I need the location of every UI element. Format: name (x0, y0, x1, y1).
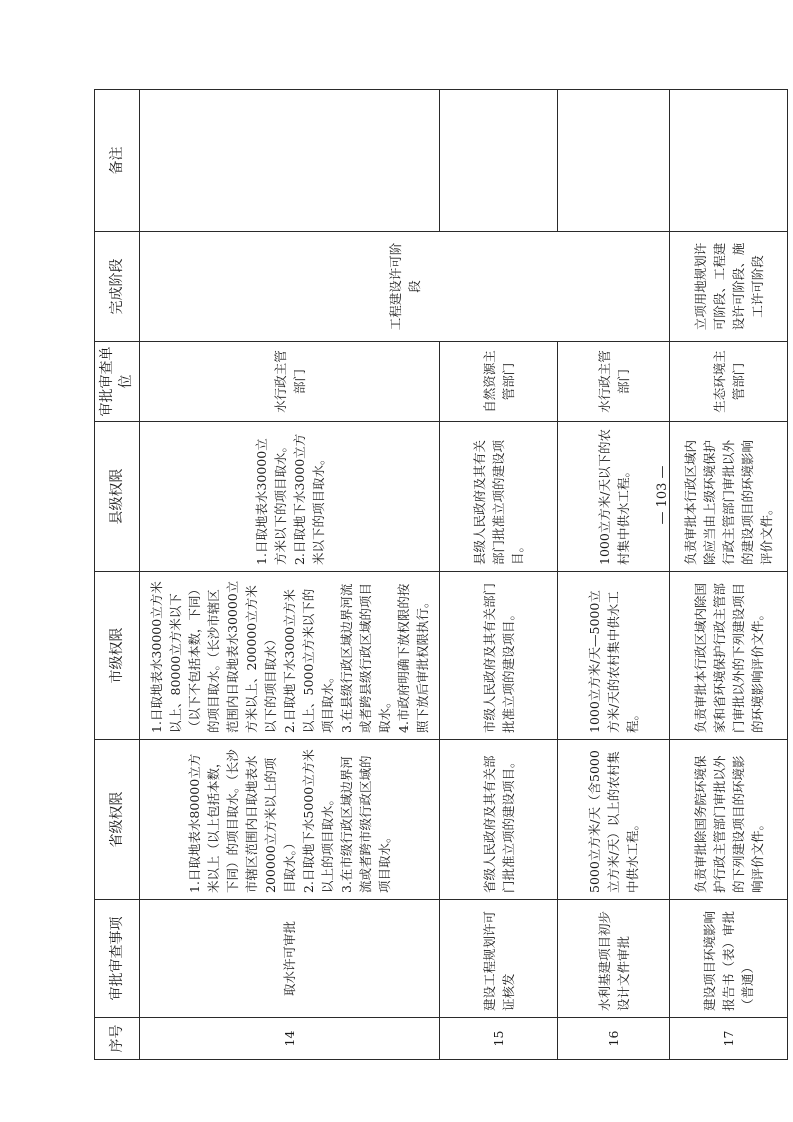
cell-line: 5000立方米/天（含5000立方米/天）以上的农村集中供水工程。 (587, 750, 640, 893)
cell-province (140, 740, 440, 900)
cell-line: 1000立方米/天以下的农村集中供水工程。 (596, 428, 631, 565)
cell-county (670, 422, 788, 572)
cell-stage: 工程建设许可阶段 (140, 232, 670, 342)
cell-line: 3.在县级行政区域边界河流或者跨县级行政区域的项目取水。 (339, 582, 392, 733)
cell-note (440, 90, 558, 232)
cell-stage: 立项用地规划许可阶段、工程建设许可阶段、施工许可阶段 (670, 232, 788, 342)
header-stage: 完成阶段 (95, 232, 140, 342)
cell-province (440, 740, 558, 900)
cell-line: 负责审批本行政区域内除国家和省环境保护行政主管部门审批以外的下列建设项目的环境影响评价文件。 (692, 582, 765, 733)
cell-item: 取水许可审批 (140, 900, 440, 1018)
cell-item: 水利基建项目初步设计文件审批 (558, 900, 670, 1018)
cell-province (558, 740, 670, 900)
cell-county (440, 422, 558, 572)
cell-city (670, 572, 788, 740)
cell-seq: 14 (140, 1018, 440, 1060)
cell-line: 1.日取地表水30000立方米以下的项目取水。 (253, 438, 288, 565)
header-item: 审批审查事项 (95, 900, 140, 1018)
cell-item: 建设工程规划许可证核发 (440, 900, 558, 1018)
cell-city (140, 572, 440, 740)
header-province: 省级权限 (95, 740, 140, 900)
cell-unit: 自然资源主管部门 (440, 342, 558, 422)
cell-unit: 水行政主管部门 (140, 342, 440, 422)
cell-county (140, 422, 440, 572)
approval-table (94, 89, 788, 1060)
cell-note (558, 90, 670, 232)
cell-item: 建设项目环境影响报告书（表）审批（普通） (670, 900, 788, 1018)
cell-seq: 17 (670, 1018, 788, 1060)
header-seq: 序号 (95, 1018, 140, 1060)
header-note: 备注 (95, 90, 140, 232)
rotated-table-wrapper (94, 90, 782, 1060)
cell-line: 负责审批除国务院环境保护行政主管部门审批以外的下列建设项目的环境影响评价文件。 (692, 755, 765, 893)
cell-seq: 15 (440, 1018, 558, 1060)
cell-province (670, 740, 788, 900)
cell-line: 2.日取地下水5000立方米以上的项目取水。 (301, 749, 335, 893)
cell-line: 省级人民政府及其有关部门批准立项的建设项目。 (481, 755, 516, 893)
cell-line: 县级人民政府及其有关部门批准立项的建设项目。 (472, 439, 525, 565)
cell-county (558, 422, 670, 572)
table-row (140, 90, 440, 1060)
cell-line: 负责审批本行政区域内除应当由上级环境保护行政主管部门审批以外的建设项目的环境影响评价文件。 (683, 439, 774, 565)
cell-city (440, 572, 558, 740)
cell-note (140, 90, 440, 232)
header-unit: 审批审查单位 (95, 342, 140, 422)
cell-line: 1.日取地表水80000立方米以上（以上包括本数，下同）的项目取水。（长沙市辖区范围内日取地表水200000立方米以上的项目取水。） (187, 749, 297, 893)
page-number: — 103 — (655, 465, 670, 525)
header-row (95, 90, 140, 1060)
cell-note (670, 90, 788, 232)
cell-line: 2.日取地下水3000立方米以下的项目取水。 (291, 433, 326, 565)
header-city: 市级权限 (95, 572, 140, 740)
cell-city (558, 572, 670, 740)
table-row (670, 90, 788, 1060)
cell-line: 1.日取地表水30000立方米以上、80000立方米以下（以下不包括本数，下同）的项目取水。（长沙市辖区范围内日取地表水30000立方米以上、200000立方米以下的项目取水） (149, 580, 278, 733)
cell-unit: 水行政主管部门 (558, 342, 670, 422)
cell-line: 3.在市级行政区域边界河流或者跨市级行政区域的项目取水。 (339, 755, 392, 893)
cell-line: 市级人民政府及其有关部门批准立项的建设项目。 (481, 582, 516, 733)
cell-seq: 16 (558, 1018, 670, 1060)
cell-line: 1000立方米/天—5000立方米/天的农村集中供水工程。 (587, 590, 640, 733)
cell-line: 2.日取地下水3000立方米以上、5000立方米以下的项目取水。 (282, 588, 335, 733)
header-county: 县级权限 (95, 422, 140, 572)
cell-unit: 生态环境主管部门 (670, 342, 788, 422)
cell-line: 4.市政府明确下放权限的按照下放后审批权限执行。 (396, 583, 430, 733)
